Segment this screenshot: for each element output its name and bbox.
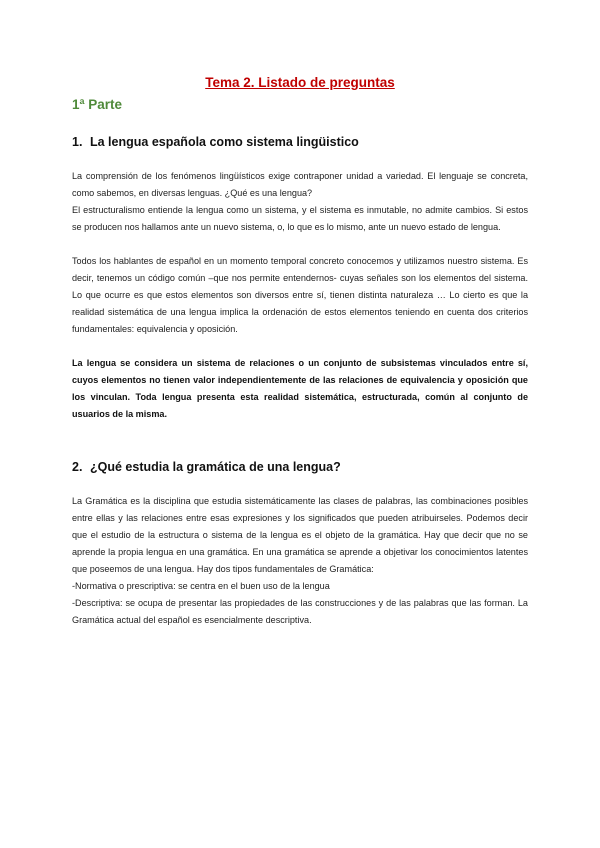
paragraph: El estructuralismo entiende la lengua como un sistema, y el sistema es inmutable, no admite cambios. Si estos se producen nos hallamos ante un nuevo sistema, o, lo que es lo mismo, ante un nuevo estado de lengua. xyxy=(72,205,528,232)
list-item: -Normativa o prescriptiva: se centra en el buen uso de la lengua xyxy=(72,581,330,591)
section-1 xyxy=(72,134,528,423)
paragraph: Todos los hablantes de español en un momento temporal concreto conocemos y utilizamos nuestro sistema. Es decir, tenemos un código común –que nos permite entendernos- cuyas señales son los elementos del sistema. Lo que ocurre es que estos elementos son diversos entre sí, tienen distinta naturaleza … Lo cierto es que la realidad sistemática de una lengua implica la ordenación de estos elementos teniendo en cuenta dos criterios fundamentales: equivalencia y oposición. xyxy=(72,256,528,334)
paragraph-bold: La lengua se considera un sistema de relaciones o un conjunto de subsistemas vinculados entre sí, cuyos elementos no tienen valor independientemente de las relaciones de equivalencia y oposición que los vinculan. Toda lengua presenta esta realidad sistemática, estructurada, común al conjunto de usuarios de la misma. xyxy=(72,358,528,419)
section-heading-text: ¿Qué estudia la gramática de una lengua? xyxy=(90,460,341,474)
section-number: 2. xyxy=(72,460,83,474)
section-number: 1. xyxy=(72,135,83,149)
document-title: Tema 2. Listado de preguntas xyxy=(205,75,395,90)
paragraph: La Gramática es la disciplina que estudia sistemáticamente las clases de palabras, las combinaciones posibles entre ellas y las relaciones entre esas expresiones y los significados que pueden atribuirseles. Podemos decir que el estudio de la estructura o sistema de la lengua es el objeto de la gramática. Hay que decir que no se aprende la propia lengua en una gramática. En una gramática se aprende a objetivar los conocimientos latentes que poseemos de una lengua. Hay dos tipos fundamentales de Gramática: xyxy=(72,496,528,574)
part-title: 1ª Parte xyxy=(72,97,123,112)
paragraph: La comprensión de los fenómenos lingüísticos exige contraponer unidad a variedad. El lenguaje se concreta, como sabemos, en diversas lenguas. ¿Qué es una lengua? xyxy=(72,171,528,198)
section-heading xyxy=(72,134,528,150)
section-heading-text: La lengua española como sistema lingüistico xyxy=(90,135,359,149)
section-2 xyxy=(72,459,528,629)
list-item: -Descriptiva: se ocupa de presentar las propiedades de las construcciones y de las palabras que las forman. La Gramática actual del español es esencialmente descriptiva. xyxy=(72,598,528,625)
section-heading xyxy=(72,459,528,475)
